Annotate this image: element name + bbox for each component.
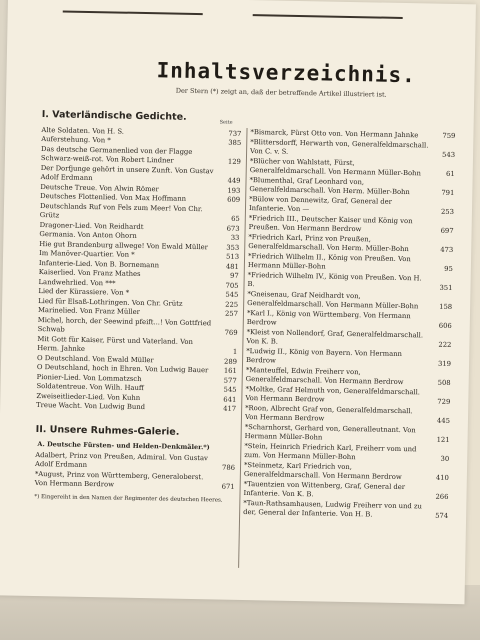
page-subtitle: Der Stern (*) zeigt an, daß der betreffende Artikel illustriert ist. — [175, 86, 387, 99]
toc-entry-page: 193 — [227, 186, 241, 195]
toc-entry-page: 759 — [442, 131, 456, 141]
toc-entry-page: 319 — [437, 359, 452, 368]
toc-entry-title: *Tauentzien von Wittenberg, Graf, General der Infanterie. Von K. B. — [243, 479, 406, 499]
toc-entry-title: Deutsche Treue. Von Alwin Römer — [40, 182, 159, 193]
toc-entry-page: 97 — [229, 271, 239, 280]
toc-entry — [243, 499, 448, 522]
toc-entry-title: *Scharnhorst, Gerhard von, Generalleutnant. Von Hermann Müller-Bohn — [244, 422, 416, 442]
header-ornament-right — [253, 0, 403, 19]
toc-entry-title: *Karl I., König von Württemberg. Von Hermann Berdrow — [246, 308, 411, 327]
toc-entry-title: Soldatentreue. Von Wilh. Hauff — [36, 382, 144, 393]
toc-entry-title: Der Dorfjunge gehört in unsere Zunft. Von Gustav Adolf Erdmann — [40, 163, 214, 183]
toc-entry-title: Alte Soldaten. Von H. S. — [41, 125, 125, 136]
toc-entry-page: 121 — [436, 435, 450, 444]
toc-entry-page: 33 — [230, 233, 240, 242]
page-column-label: Seite — [219, 119, 233, 126]
toc-entry-page: 1 — [232, 347, 238, 356]
right-column — [243, 128, 455, 521]
toc-entry-page: 445 — [436, 416, 451, 425]
toc-entry-title: Lied für Elsaß-Lothringen. Von Chr. Grütz — [38, 296, 183, 308]
toc-entry-page: 473 — [440, 245, 454, 254]
toc-entry-title: *Gneisenau, Graf Neidhardt von, Generalfeldmarschall. Von Hermann Müller-Bohn — [247, 289, 419, 311]
toc-entry-title: *Moltke, Graf Helmuth von, Generalfeldmarschall. Von Hermann Berdrow — [245, 384, 421, 404]
toc-entry-page: 737 — [228, 129, 242, 138]
toc-entry-title: *Kleist von Nollendorf, Graf, Generalfeldmarschall. Von K. B. — [246, 327, 424, 346]
toc-entry-page: 253 — [440, 207, 455, 216]
toc-entry-page: 641 — [223, 395, 237, 404]
toc-entry-page: 129 — [227, 157, 241, 166]
toc-entry-page: 225 — [225, 300, 239, 309]
toc-entry-page: 351 — [439, 283, 453, 292]
footnote: *) Eingereiht in den Namen der Regimenter des deutschen Heeres. — [34, 493, 223, 504]
toc-entry-page: 266 — [435, 492, 449, 501]
toc-entry-title: *Friedrich III., Deutscher Kaiser und König von Preußen. Von Hermann Berdrow — [248, 213, 413, 234]
toc-entry-title: *Friedrich Karl, Prinz von Preußen, Generalfeldmarschall. Von Herm. Müller-Bohn — [248, 232, 409, 254]
toc-entry-page: 705 — [225, 281, 239, 290]
toc-entry-page: 161 — [223, 366, 237, 375]
toc-entry-page: 545 — [225, 290, 239, 299]
toc-entry-page: 65 — [231, 214, 240, 223]
toc-entry-title: *Ludwig II., König von Bayern. Von Hermann Berdrow — [246, 346, 403, 365]
toc-entry-page: 61 — [445, 169, 455, 178]
toc-entry-page: 791 — [441, 188, 455, 197]
toc-entry-page: 606 — [438, 321, 452, 330]
toc-entry-title: *Friedrich Wilhelm IV., König von Preußen. Von H. B. — [247, 270, 422, 289]
toc-entry-title: Deutsches Flottenlied. Von Max Hoffmann — [40, 192, 187, 203]
toc-entry-page: 95 — [444, 264, 453, 273]
toc-entry-page: 697 — [440, 226, 454, 235]
section-heading-1: I. Vaterländische Gedichte. — [41, 109, 187, 123]
toc-entry-page: 513 — [226, 252, 240, 261]
toc-entry-title: *Blittersdorff, Herwarth von, Generalfeldmarschall. Von C. v. S. — [250, 137, 429, 156]
toc-entry-title: Mit Gott für Kaiser, Fürst und Vaterland. Von Herm. Jahnke — [37, 334, 193, 353]
toc-entry-page: 222 — [438, 340, 452, 349]
subsection-heading-a: A. Deutsche Fürsten- und Helden-Denkmäler.*) — [37, 440, 210, 452]
toc-entry-title: *Roon, Albrecht Graf von, Generalfeldmarschall. Von Hermann Berdrow — [244, 403, 413, 423]
toc-entry-page: 289 — [224, 357, 238, 366]
page-title: Inhaltsverzeichnis. — [156, 58, 417, 88]
section-heading-2: II. Unsere Ruhmes-Galerie. — [35, 423, 180, 438]
toc-entry-page: 609 — [227, 195, 241, 204]
toc-entry-title: *Bismarck, Fürst Otto von. Von Hermann Jahnke — [250, 128, 419, 140]
toc-entry-title: Das deutsche Germanenlied von der Flagge Schwarz-weiß-rot. Von Robert Lindner — [40, 144, 193, 165]
toc-entry-page: 410 — [435, 473, 449, 482]
toc-entry-page: 574 — [435, 511, 449, 520]
toc-entry-page: 30 — [440, 454, 450, 463]
toc-entry-title: Treue Wacht. Von Ludwig Bund — [36, 401, 146, 412]
toc-entry-title: Landwehrlied. Von *** — [38, 277, 116, 288]
toc-entry-title: Pionier-Lied. Von Lommatzsch — [36, 372, 142, 383]
toc-entry-title: Zweiseitlieder-Lied. Von Kuhn — [36, 391, 141, 402]
toc-entry-title: Hie gut Brandenburg allwege! Von Ewald Müller — [39, 239, 209, 251]
toc-entry-title: O Deutschland. Von Ewald Müller — [37, 353, 154, 364]
toc-entry-title: Kaiserlied. Von Franz Mathes — [38, 268, 141, 278]
toc-entry-page: 385 — [228, 138, 242, 147]
toc-entry-title: Marinelied. Von Franz Müller — [37, 306, 140, 316]
toc-entry-title: *Friedrich Wilhelm II., König von Preußen. Von Hermann Müller-Bohn — [247, 251, 411, 271]
toc-entry-page: 673 — [226, 224, 240, 233]
toc-entry-page: 545 — [223, 385, 237, 394]
left-column — [34, 108, 242, 506]
header-ornament-left — [63, 0, 203, 15]
toc-entry-title: Adalbert, Prinz von Preußen, Admiral. Von Gustav Adolf Erdmann — [34, 450, 209, 469]
section-2-list — [35, 450, 236, 492]
toc-entry-page: 671 — [221, 482, 235, 491]
toc-entry-title: Infanterie-Lied. Von B. Bornemann — [38, 258, 160, 269]
section-1-list — [36, 126, 241, 415]
toc-entry-title: O Deutschland, hoch in Ehren. Von Ludwig Bauer — [36, 363, 209, 375]
toc-entry-page: 786 — [221, 463, 236, 472]
toc-entry-title: *Bülow von Dennewitz, Graf, General der Infanterie. Von — — [248, 194, 393, 214]
toc-entry-page: 417 — [223, 404, 237, 413]
toc-entry-page: 508 — [437, 378, 451, 387]
toc-entry-title: *Stein, Heinrich Friedrich Karl, Freiherr vom und zum. Von Hermann Müller-Bohn — [244, 441, 417, 462]
toc-entry-page: 158 — [439, 302, 453, 311]
toc-entry-title: Lied der Kürassiere. Von * — [38, 287, 130, 297]
right-column-list — [243, 128, 455, 521]
toc-entry-title: *Taun-Rathsamhausen, Ludwig Freiherr von und zu der, General der Infanterie. Von H. B. — [243, 498, 423, 519]
toc-entry-title: Germania. Von Anton Ohorn — [39, 230, 137, 240]
toc-entry-page: 577 — [223, 376, 237, 385]
toc-entry-title: Auferstehung. Von * — [41, 135, 111, 145]
toc-entry-title: Im Manöver-Quartier. Von * — [39, 249, 135, 259]
toc-entry-title: Michel, horch, der Seewind pfeift...! Von Gottfried Schwab — [37, 315, 212, 334]
toc-entry-title: *Steinmetz, Karl Friedrich von, Generalfeldmarschall. Von Hermann Berdrow — [243, 460, 402, 482]
toc-entry-page: 769 — [224, 328, 238, 337]
toc-entry-page: 353 — [226, 243, 240, 252]
toc-entry-title: *August, Prinz von Württemberg, Generaloberst. Von Hermann Berdrow — [34, 469, 204, 489]
toc-entry-title: *Blücher von Wahlstatt, Fürst, Generalfeldmarschall. Von Hermann Müller-Bohn — [249, 156, 421, 178]
toc-entry-page: 257 — [224, 309, 239, 318]
toc-entry-title: *Manteuffel, Edwin Freiherr von, Generalfeldmarschall. Von Hermann Berdrow — [245, 365, 404, 387]
toc-entry-page: 543 — [442, 150, 456, 160]
toc-entry-page: 729 — [437, 397, 451, 406]
toc-entry-title: Deutschlands Ruf von Fels zum Meer! Von Chr. Grütz — [39, 201, 203, 220]
toc-entry — [35, 469, 235, 492]
toc-entry-title: Dragoner-Lied. Von Reidhardt — [39, 220, 144, 231]
toc-entry-page: 481 — [225, 262, 239, 271]
toc-entry-title: *Blumenthal, Graf Leonhard von, Generalfeldmarschall. Von Herm. Müller-Bohn — [249, 175, 410, 197]
toc-entry-page: 449 — [227, 176, 241, 185]
